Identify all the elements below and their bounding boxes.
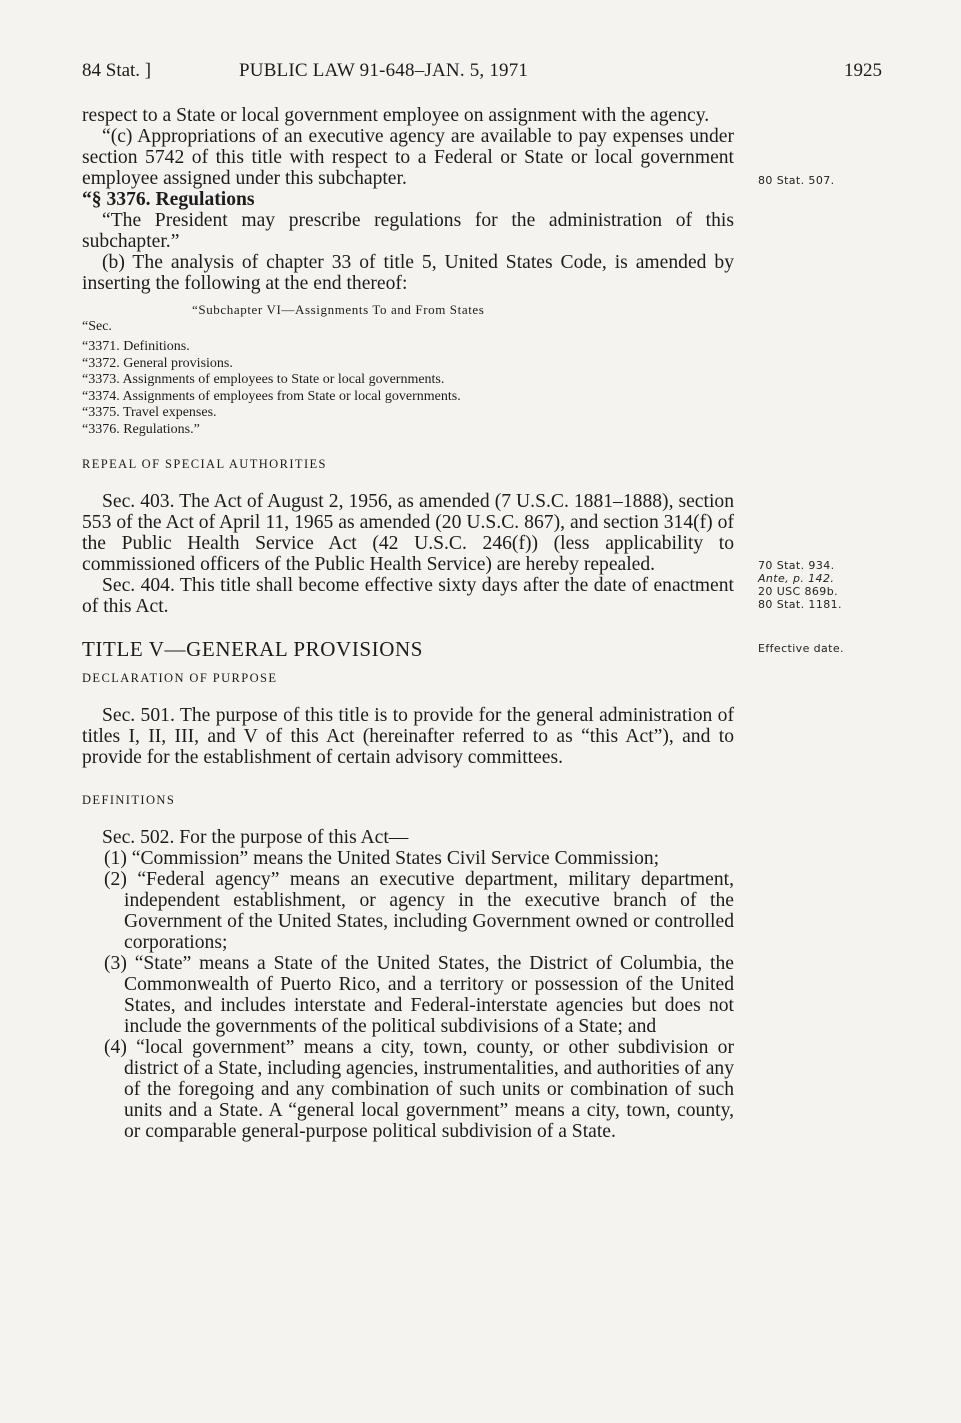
title-v-heading: TITLE V—GENERAL PROVISIONS <box>82 637 424 661</box>
margin-note-text: Ante, p. 142. <box>758 572 835 585</box>
margin-note-text: 80 Stat. 1181. <box>758 598 842 611</box>
paragraph: respect to a State or local government employee on assignment with the agency. <box>82 105 710 126</box>
margin-note-citations <box>758 559 842 611</box>
definitions-heading: DEFINITIONS <box>82 793 176 807</box>
declaration-heading: DECLARATION OF PURPOSE <box>82 671 278 685</box>
toc-item: “3376. Regulations.” <box>82 421 200 437</box>
page-header <box>82 60 882 84</box>
section-501: Sec. 501. The purpose of this title is to provide for the general administration of titles I, II, III, and V of this Act (hereinafter referred to as “this Act”), and to provide for the establishment of certain advisory committees. <box>82 705 734 768</box>
main-text <box>82 105 734 1142</box>
margin-note-effective-date <box>758 642 844 655</box>
page-number: 1925 <box>844 60 882 81</box>
toc-item: “3371. Definitions. <box>82 339 190 354</box>
section-502: Sec. 502. For the purpose of this Act— <box>102 827 409 848</box>
law-title: PUBLIC LAW 91-648–JAN. 5, 1971 <box>239 60 529 81</box>
section-403: Sec. 403. The Act of August 2, 1956, as amended (7 U.S.C. 1881–1888), section 553 of the Act of April 11, 1965 as amended (20 U.S.C. 867), and section 314(f) of the Public Health Service Act (42 U.S.C. 246(f)) (less applicability to commissioned officers of the Public Health Service) are hereby repealed. <box>82 491 734 575</box>
table-of-contents <box>82 302 734 438</box>
paragraph: “The President may prescribe regulations for the administration of this subchapter.” <box>82 210 734 252</box>
toc-item: “3374. Assignments of employees from State or local governments. <box>82 388 461 404</box>
definition-item: (2) “Federal agency” means an executive department, military department, independent establishment, or agency in the executive branch of the Government of the United States, including Government owned or controlled corporations; <box>104 869 734 953</box>
stat-reference: 84 Stat. ] <box>82 60 152 81</box>
definition-item: (3) “State” means a State of the United States, the District of Columbia, the Commonwealth of Puerto Rico, and a territory or possession of the United States, and includes interstate and Federal-interstate agencies but does not include the governments of the political subdivisions of a State; and <box>104 953 734 1037</box>
definition-item: (1) “Commission” means the United States Civil Service Commission; <box>104 848 660 869</box>
margin-note-text: 20 USC 869b. <box>758 585 838 598</box>
toc-item: “3375. Travel expenses. <box>82 405 217 420</box>
margin-note-stat-507 <box>758 174 835 187</box>
toc-sec-label: “Sec. <box>82 318 112 334</box>
paragraph: “(c) Appropriations of an executive agency are available to pay expenses under section 5742 of this title with respect to a Federal or State or local government employee assigned under this subchapter. <box>82 126 734 189</box>
section-404: Sec. 404. This title shall become effective sixty days after the date of enactment of this Act. <box>82 575 734 617</box>
toc-title: “Subchapter VI—Assignments To and From States <box>192 302 485 317</box>
paragraph: (b) The analysis of chapter 33 of title 5, United States Code, is amended by inserting the following at the end thereof: <box>82 252 734 294</box>
margin-note-text: 80 Stat. 507. <box>758 174 835 187</box>
definition-item: (4) “local government” means a city, town, county, or other subdivision or district of a State, including agencies, instrumentalities, and authorities of any of the foregoing and any combination of such units or combination of such units and a State. A “general local government” means a city, town, county, or comparable general-purpose political subdivision of a State. <box>104 1037 734 1142</box>
margin-note-text: Effective date. <box>758 642 844 655</box>
repeal-heading: REPEAL OF SPECIAL AUTHORITIES <box>82 457 327 471</box>
section-heading: “§ 3376. Regulations <box>82 189 255 210</box>
margin-note-text: 70 Stat. 934. <box>758 559 835 572</box>
toc-item: “3373. Assignments of employees to State or local governments. <box>82 372 445 387</box>
toc-item: “3372. General provisions. <box>82 355 233 371</box>
